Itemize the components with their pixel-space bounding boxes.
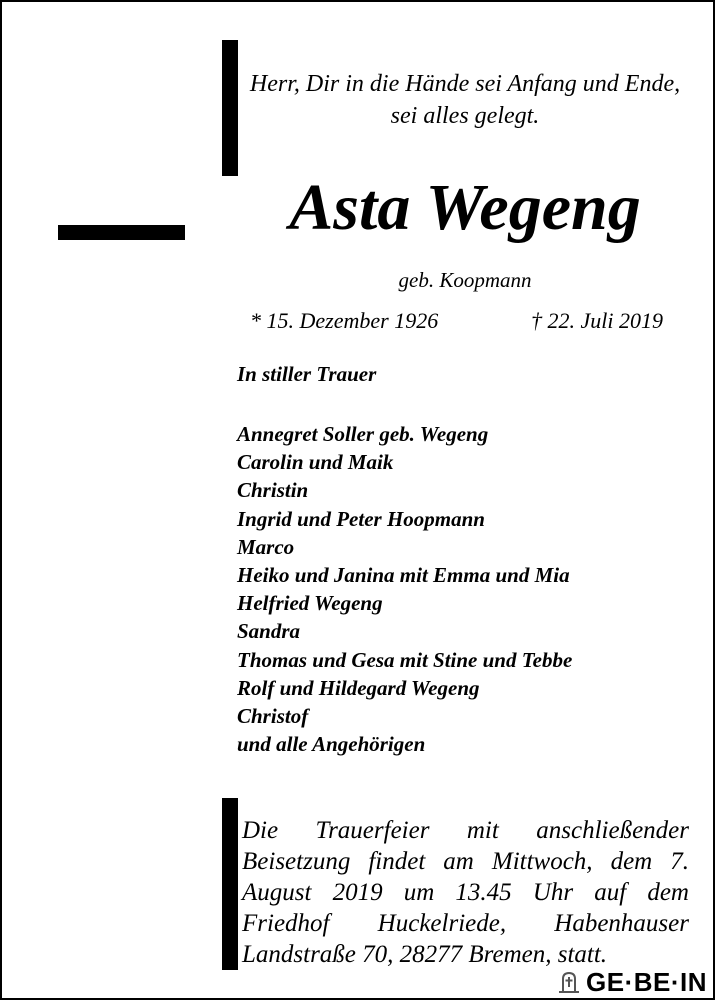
mourner: Christin [237, 478, 309, 503]
mourner: und alle Angehörigen [237, 732, 426, 757]
mourner: Carolin und Maik [237, 450, 394, 475]
deceased-name: Asta Wegeng [289, 171, 641, 244]
verse: Herr, Dir in die Hände sei Anfang und Ende, sei alles gelegt. [249, 71, 681, 129]
mourner: Ingrid und Peter Hoopmann [237, 506, 485, 531]
cross-horizontal-bar [58, 225, 185, 240]
gravestone-icon [556, 970, 582, 994]
mourner: Marco [237, 534, 295, 559]
mourner: Heiko und Janina mit Emma und Mia [237, 563, 570, 588]
birth-date: * 15. Dezember 1926 [250, 308, 439, 333]
logo-text: GE·BE·IN [586, 967, 707, 997]
gebein-logo [552, 968, 711, 996]
mourners-list [237, 420, 572, 758]
mourner: Rolf und Hildegard Wegeng [237, 675, 480, 700]
funeral-details: Die Trauerfeier mit anschließender Beisetzung findet am Mittwoch, dem 7. August 2019 um 13.45 Uhr auf dem Friedhof Huckelriede, Habenhauser Landstraße 70, 28277 Bremen, statt. [242, 817, 689, 968]
mourner: Sandra [237, 619, 301, 644]
maiden-name: geb. Koopmann [398, 268, 532, 292]
death-date: † 22. Juli 2019 [531, 308, 663, 333]
cross-vertical-bar [222, 40, 238, 176]
mourner: Christof [237, 704, 309, 729]
mourner: Annegret Soller geb. Wegeng [237, 422, 489, 446]
funeral-side-bar [222, 798, 238, 970]
mourner: Helfried Wegeng [237, 591, 383, 616]
mourning-heading: In stiller Trauer [237, 362, 377, 386]
mourner: Thomas und Gesa mit Stine und Tebbe [237, 647, 573, 672]
